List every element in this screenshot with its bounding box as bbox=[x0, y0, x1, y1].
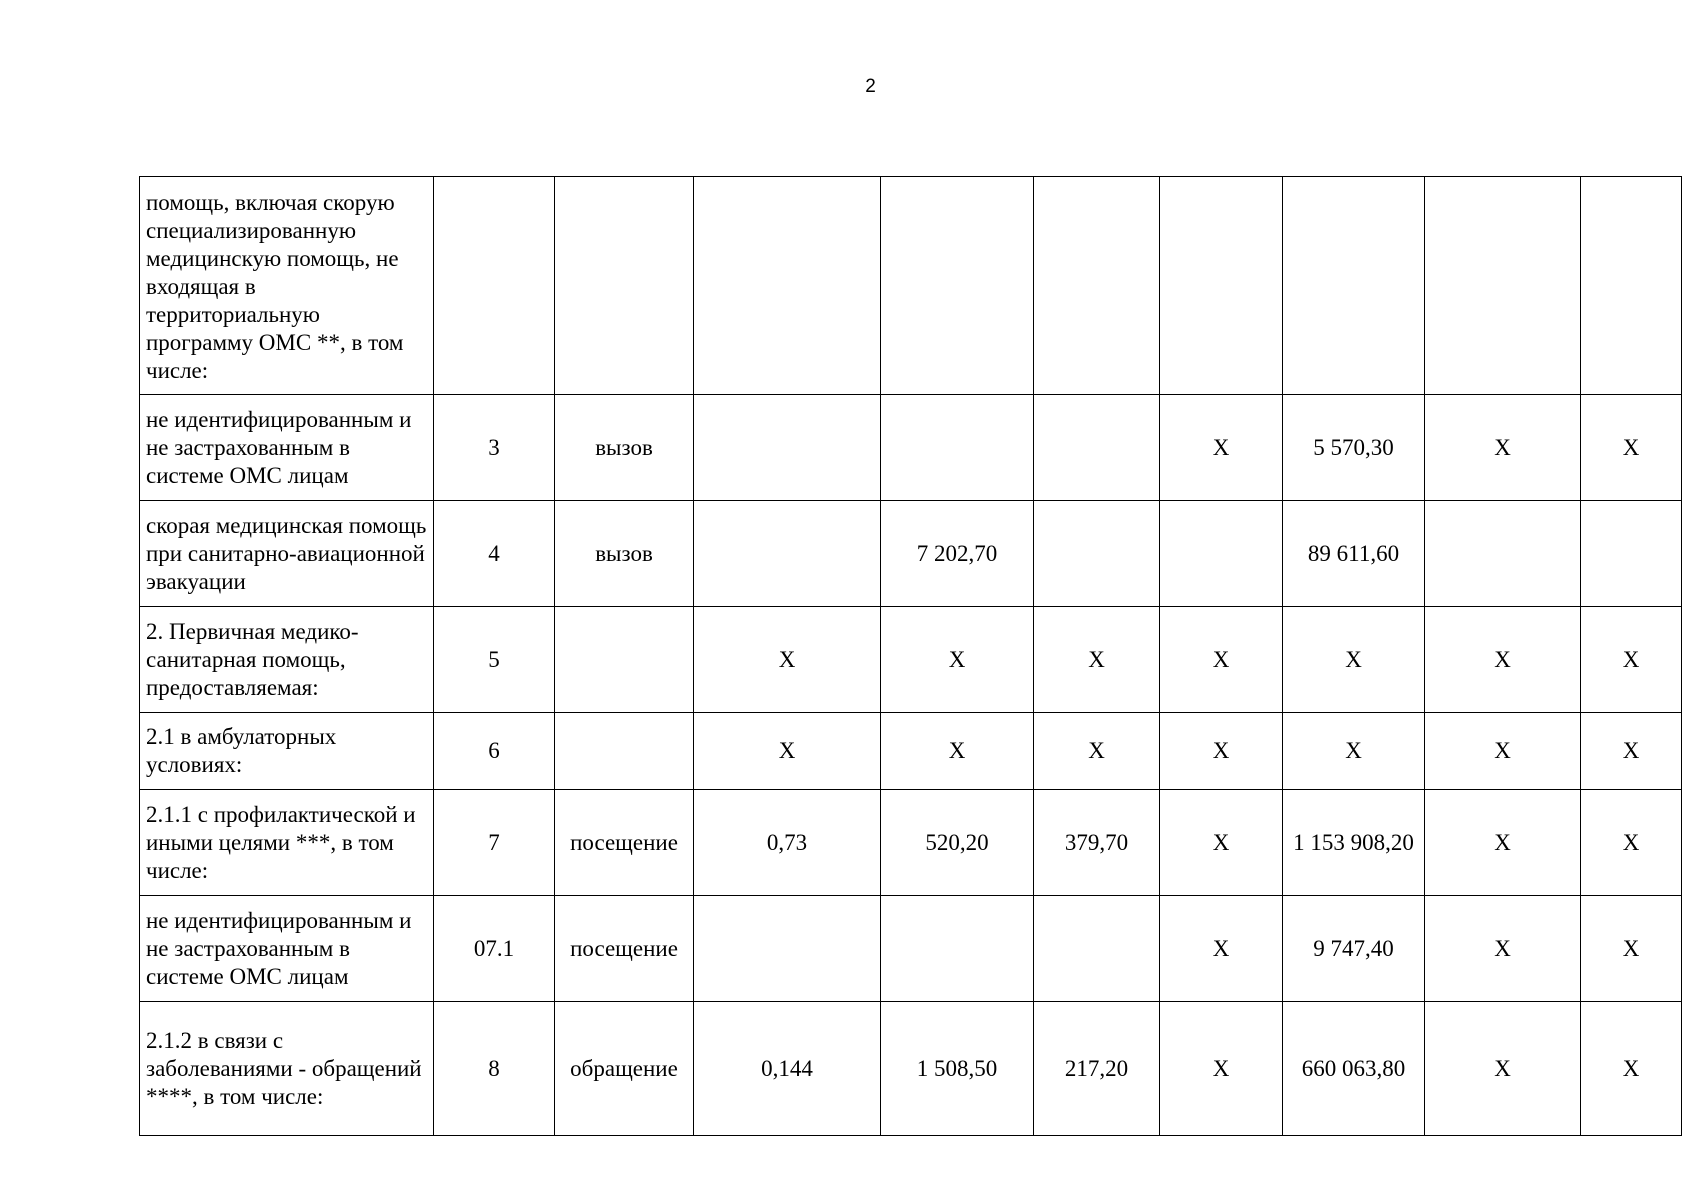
col6-cell bbox=[1034, 395, 1160, 501]
col4-cell: X bbox=[694, 607, 881, 713]
col10-cell bbox=[1581, 501, 1682, 607]
row-code-cell: 7 bbox=[434, 790, 555, 896]
row-name-cell: скорая медицинская помощь при санитарно-авиационной эвакуации bbox=[140, 501, 434, 607]
col6-cell: 379,70 bbox=[1034, 790, 1160, 896]
col7-cell bbox=[1160, 177, 1283, 395]
col5-cell: 7 202,70 bbox=[881, 501, 1034, 607]
col10-cell: X bbox=[1581, 395, 1682, 501]
col9-cell: X bbox=[1425, 713, 1581, 790]
row-name-cell: не идентифицированным и не застрахованным в системе ОМС лицам bbox=[140, 896, 434, 1002]
col6-cell: X bbox=[1034, 607, 1160, 713]
col6-cell bbox=[1034, 177, 1160, 395]
col9-cell: X bbox=[1425, 607, 1581, 713]
col4-cell bbox=[694, 501, 881, 607]
col9-cell bbox=[1425, 501, 1581, 607]
col9-cell: X bbox=[1425, 1002, 1581, 1136]
unit-cell: обращение bbox=[555, 1002, 694, 1136]
unit-cell bbox=[555, 607, 694, 713]
col6-cell: 217,20 bbox=[1034, 1002, 1160, 1136]
table-row bbox=[140, 713, 1682, 790]
col10-cell: X bbox=[1581, 607, 1682, 713]
table-row bbox=[140, 501, 1682, 607]
page-number: 2 bbox=[865, 76, 876, 97]
table-row bbox=[140, 1002, 1682, 1136]
col4-cell: 0,144 bbox=[694, 1002, 881, 1136]
col7-cell bbox=[1160, 501, 1283, 607]
col5-cell: 520,20 bbox=[881, 790, 1034, 896]
table-row bbox=[140, 607, 1682, 713]
col7-cell: X bbox=[1160, 713, 1283, 790]
col8-cell bbox=[1283, 177, 1425, 395]
col10-cell bbox=[1581, 177, 1682, 395]
row-code-cell: 07.1 bbox=[434, 896, 555, 1002]
col5-cell bbox=[881, 896, 1034, 1002]
unit-cell bbox=[555, 177, 694, 395]
row-code-cell: 4 bbox=[434, 501, 555, 607]
col4-cell bbox=[694, 395, 881, 501]
col8-cell: X bbox=[1283, 713, 1425, 790]
row-code-cell bbox=[434, 177, 555, 395]
row-name-cell: 2. Первичная медико-санитарная помощь, предоставляемая: bbox=[140, 607, 434, 713]
col10-cell: X bbox=[1581, 713, 1682, 790]
col5-cell: 1 508,50 bbox=[881, 1002, 1034, 1136]
row-name-cell: 2.1.2 в связи с заболеваниями - обращений ****, в том числе: bbox=[140, 1002, 434, 1136]
col9-cell: X bbox=[1425, 790, 1581, 896]
unit-cell bbox=[555, 713, 694, 790]
col6-cell: X bbox=[1034, 713, 1160, 790]
col8-cell: 9 747,40 bbox=[1283, 896, 1425, 1002]
unit-cell: посещение bbox=[555, 790, 694, 896]
col7-cell: X bbox=[1160, 395, 1283, 501]
row-code-cell: 8 bbox=[434, 1002, 555, 1136]
row-name-cell: помощь, включая скорую специализированную медицинскую помощь, не входящая в территориальную программу ОМС **, в том числе: bbox=[140, 177, 434, 395]
col9-cell bbox=[1425, 177, 1581, 395]
row-name-cell: не идентифицированным и не застрахованным в системе ОМС лицам bbox=[140, 395, 434, 501]
row-name-cell: 2.1 в амбулаторных условиях: bbox=[140, 713, 434, 790]
unit-cell: вызов bbox=[555, 501, 694, 607]
col5-cell: X bbox=[881, 713, 1034, 790]
row-name-cell: 2.1.1 с профилактической и иными целями ***, в том числе: bbox=[140, 790, 434, 896]
col10-cell: X bbox=[1581, 1002, 1682, 1136]
unit-cell: посещение bbox=[555, 896, 694, 1002]
col8-cell: 1 153 908,20 bbox=[1283, 790, 1425, 896]
table-row bbox=[140, 395, 1682, 501]
col4-cell bbox=[694, 177, 881, 395]
col6-cell bbox=[1034, 501, 1160, 607]
col7-cell: X bbox=[1160, 1002, 1283, 1136]
col8-cell: 5 570,30 bbox=[1283, 395, 1425, 501]
row-code-cell: 6 bbox=[434, 713, 555, 790]
table-row bbox=[140, 896, 1682, 1002]
col5-cell bbox=[881, 177, 1034, 395]
table-row bbox=[140, 177, 1682, 395]
col9-cell: X bbox=[1425, 395, 1581, 501]
col7-cell: X bbox=[1160, 607, 1283, 713]
col7-cell: X bbox=[1160, 896, 1283, 1002]
col10-cell: X bbox=[1581, 790, 1682, 896]
col4-cell: X bbox=[694, 713, 881, 790]
col8-cell: X bbox=[1283, 607, 1425, 713]
col5-cell bbox=[881, 395, 1034, 501]
col4-cell bbox=[694, 896, 881, 1002]
table-row bbox=[140, 790, 1682, 896]
col8-cell: 89 611,60 bbox=[1283, 501, 1425, 607]
unit-cell: вызов bbox=[555, 395, 694, 501]
row-code-cell: 3 bbox=[434, 395, 555, 501]
col7-cell: X bbox=[1160, 790, 1283, 896]
row-code-cell: 5 bbox=[434, 607, 555, 713]
col4-cell: 0,73 bbox=[694, 790, 881, 896]
col10-cell: X bbox=[1581, 896, 1682, 1002]
col9-cell: X bbox=[1425, 896, 1581, 1002]
col6-cell bbox=[1034, 896, 1160, 1002]
data-table bbox=[139, 176, 1682, 1136]
col8-cell: 660 063,80 bbox=[1283, 1002, 1425, 1136]
col5-cell: X bbox=[881, 607, 1034, 713]
